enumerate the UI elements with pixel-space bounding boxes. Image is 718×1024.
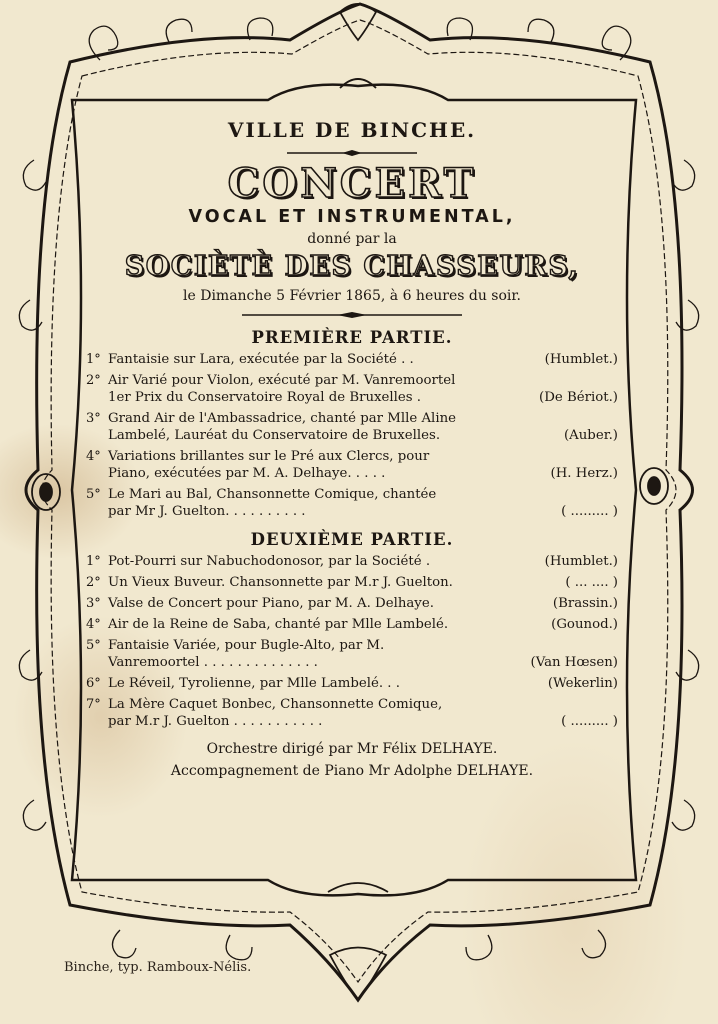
program-item-text: Variations brillantes sur le Pré aux Clercs, pour xyxy=(108,449,430,464)
given-by-text: donné par la xyxy=(307,231,397,247)
program-item-text: Air Varié pour Violon, exécuté par M. Vanremoortel xyxy=(108,373,456,388)
program-item xyxy=(86,486,618,520)
program-item-text: La Mère Caquet Bonbec, Chansonnette Comique, xyxy=(108,697,443,712)
piano-accompaniment-credit: Accompagnement de Piano Mr Adolphe DELHAYE. xyxy=(170,763,534,779)
program-item xyxy=(86,553,618,570)
program-item xyxy=(86,637,618,671)
divider-rule xyxy=(287,150,417,156)
program-item xyxy=(86,372,618,406)
part2-program xyxy=(86,553,618,730)
program-item-number: 4° xyxy=(86,617,101,632)
program-item-number: 4° xyxy=(86,449,101,464)
program-item-text: Piano, exécutées par M. A. Delhaye. . . . . xyxy=(108,466,386,481)
program-item-text: par M.r J. Guelton . . . . . . . . . . . xyxy=(108,714,323,729)
program-item-number: 6° xyxy=(86,676,101,691)
program-item-text: Pot-Pourri sur Nabuchodonosor, par la Société . xyxy=(108,554,431,569)
concert-title: CONCERT xyxy=(227,160,477,207)
program-item-number: 1° xyxy=(86,352,101,367)
program-item-text: Le Mari au Bal, Chansonnette Comique, chantée xyxy=(108,487,437,502)
program-item-number: 3° xyxy=(86,596,101,611)
program-item-number: 7° xyxy=(86,697,101,712)
part2-title: DEUXIÈME PARTIE. xyxy=(250,530,454,549)
program-item-composer: (Humblet.) xyxy=(544,352,618,367)
program-item xyxy=(86,675,618,692)
concert-date: le Dimanche 5 Février 1865, à 6 heures du soir. xyxy=(183,288,521,304)
society-name: SOCIÈTÈ DES CHASSEURS, xyxy=(124,251,580,282)
program-item-text: Grand Air de l'Ambassadrice, chanté par Mlle Aline xyxy=(108,411,456,426)
program-item-text: Fantaisie Variée, pour Bugle-Alto, par M. xyxy=(108,638,385,653)
program-item xyxy=(86,410,618,444)
program-item-text: Lambelé, Lauréat du Conservatoire de Bruxelles. xyxy=(108,428,441,443)
program-item-composer: (H. Herz.) xyxy=(550,466,618,481)
program-item-composer: ( ......... ) xyxy=(561,714,618,729)
divider-rule xyxy=(242,312,462,318)
program-item-number: 3° xyxy=(86,411,101,426)
program-item xyxy=(86,595,618,612)
program-item-text: Le Réveil, Tyrolienne, par Mlle Lambelé. . . xyxy=(108,676,400,691)
program-item-composer: ( ......... ) xyxy=(561,504,618,519)
program-item-text: Air de la Reine de Saba, chanté par Mlle Lambelé. xyxy=(108,617,449,632)
city-heading: VILLE DE BINCHE. xyxy=(227,118,477,142)
program-item xyxy=(86,574,618,591)
program-item-text: par Mr J. Guelton. . . . . . . . . . xyxy=(108,504,306,519)
program-item-text: Un Vieux Buveur. Chansonnette par M.r J. Guelton. xyxy=(108,575,453,590)
program-item-composer: (Humblet.) xyxy=(544,554,618,569)
program-item-composer: (Gounod.) xyxy=(551,617,618,632)
program-item-text: 1er Prix du Conservatoire Royal de Bruxelles . xyxy=(108,390,422,405)
program-item-composer: (Auber.) xyxy=(563,428,618,443)
program-item-number: 1° xyxy=(86,554,101,569)
program-item-composer: (Brassin.) xyxy=(552,596,618,611)
program-item-composer: (Wekerlin) xyxy=(547,676,618,691)
program-item-number: 2° xyxy=(86,373,101,388)
program-item xyxy=(86,616,618,633)
program-item xyxy=(86,696,618,730)
printer-imprint: Binche, typ. Ramboux-Nélis. xyxy=(64,960,252,975)
program-item-text: Vanremoortel . . . . . . . . . . . . . . xyxy=(108,655,318,670)
program-item xyxy=(86,351,618,368)
concert-subtitle: VOCAL ET INSTRUMENTAL, xyxy=(188,207,516,227)
program-item-number: 2° xyxy=(86,575,101,590)
program-item-composer: (Van Hœsen) xyxy=(530,655,618,670)
program-item-number: 5° xyxy=(86,638,101,653)
poster-content xyxy=(86,112,618,782)
program-item-text: Fantaisie sur Lara, exécutée par la Société . . xyxy=(108,352,414,367)
program-item-text: Valse de Concert pour Piano, par M. A. Delhaye. xyxy=(108,596,434,611)
orchestra-credit: Orchestre dirigé par Mr Félix DELHAYE. xyxy=(206,741,498,757)
part1-program xyxy=(86,351,618,520)
part1-title: PREMIÈRE PARTIE. xyxy=(251,328,453,347)
program-item-composer: (De Bériot.) xyxy=(539,390,618,405)
program-item xyxy=(86,448,618,482)
program-item-number: 5° xyxy=(86,487,101,502)
program-item-composer: ( ... .... ) xyxy=(565,575,618,590)
